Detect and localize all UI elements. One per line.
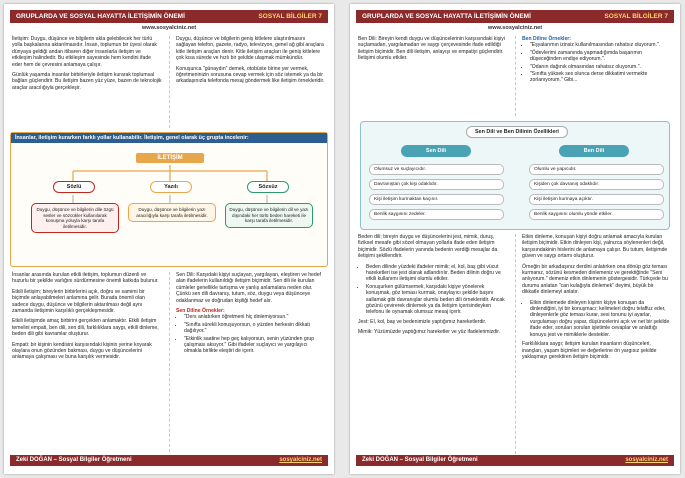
sen-dili-definition: Sen Dili: Karşıdaki kişiyi suçlayan, yargılayan, eleştiren ve hedef alan ifadelerin kullanıldığı iletişim biçimidir. Sen dili ile kurulan cümleler genellikle tartışma ve yanlış anlamalara neden olur. Çünkü sen dili davranış, tutum, söz, duygu veya düşünceye odaklanmaz ve doğrudan kişiliği hedef alır. [176,272,321,304]
sen-item: Kişi iletişim kurmaktan kaçınır. [369,194,504,205]
comparison-title: Sen Dili ve Ben Dilinin Özellikleri [466,126,568,138]
sen-item: Benlik saygısını zedeler. [369,209,504,220]
divider [515,36,516,116]
header-subject: SOSYAL BİLGİLER 7 [258,13,322,20]
jest-definition: Jest: El, kol, baş ve bedenimizle yaptığımız hareketlerdir. [358,318,487,325]
page-right [350,4,680,474]
type-sozsuz: Sözsüz [247,181,289,193]
lb-2: Etkili iletişimde amaç birbirini gerçekten anlamaktır. Etkili iletişim temelini empati, ben dili, sen dili, farklılıklara saygı, etkili dinleme, beden dili gibi kavramlar oluşturur. [12,318,159,338]
divider [169,272,170,452]
etkin-dinleme-list [522,300,672,338]
iletisim-tag: İLETİŞİM [136,153,204,163]
header-subject: SOSYAL BİLGİLER 7 [604,13,668,20]
comparison-box [360,121,670,230]
ben-examples-title: Ben Diline Örnekler: [522,36,571,42]
desc-sozlu: Duygu, düşünce ve bilgilerin dile özgü sesler ve sözcükler kullanılarak konuşma yoluyla karşı tarafa iletilmesidir. [31,203,119,233]
right-top-column [522,36,672,87]
footer-url[interactable]: sosyalciniz.net [279,457,322,463]
farkliliklara-saygi: Farklılıklara saygı; iletişim kurulan insanların düşünceleri, inançları, yaşam biçimleri ve değerlerine ön yargısız şekilde yaklaşmayı gerektiren iletişim biçimidir. [522,341,657,360]
list-item: • "Etkinlik saatine hep geç kalıyorsun, senin yüzünden grup çalışması aksıyor." Gibi ifadeler suçlayıcı ve yargılayıcı olmakla birlikte eleştiri de içerir. [184,336,326,355]
page-header [356,10,674,23]
sen-item: Davranıştan çok kişi odaklıdır. [369,179,504,190]
right-top-column [176,36,326,89]
lb-0: İnsanlar arasında kurulan etkili iletişim, toplumun düzenli ve huzurlu bir şekilde varlığını sürdürmesine önemli katkıda bulunur. [12,272,159,285]
footer-author: Zeki DOĞAN – Sosyal Bilgiler Öğretmeni [16,457,132,463]
sen-dili-label: Sen Dili [401,145,471,157]
site-url[interactable]: www.sosyalciniz.net [487,25,543,31]
sen-examples-title: Sen Diline Örnekler: [176,308,225,315]
beden-dili-list [358,264,508,316]
list-item: • Beden dilinde yüzdeki ifadeler mimik; el, kol, baş gibi vücut hareketleri ise jest olarak adlandırılır. Beden dilinin doğru ve etkili kullanımı iletişimi olumlu etkiler. [366,264,508,283]
left-bottom-column [358,234,508,340]
ben-examples-list [522,42,672,83]
iletisim-definition: İletişim: Duygu, düşünce ve bilgilerin akla gelebilecek her türlü yolla başkalarına aktarılmasıdır. İnsan, toplumun bir üyesi olarak dünyaya geldiği andan itibaren diğer insanlarla iletişim ve etkileşim halindedir. Bu etkileşim sayesinde hem kendini ifade eder hem de çevresini anlamaya çalışır. [12,36,157,68]
type-yazili: Yazılı [150,181,192,193]
desc-yazili: Duygu, düşünce ve bilgilerin yazı aracılığıyla karşı tarafa iletilmesidir. [128,203,216,222]
list-item: • Konuşurken gülümsemek, karşıdaki kişiye yönelerek konuşmak, göz teması kurmak, onaylayıcı şekilde başını sallamak gibi davranışlar olumlu beden dili örnekleridir. Ancak gözünü çevirerek dinlemek ya da iletişim içerisindeyken telefonu ile oynamak olumsuz mesaj içerir. [366,284,508,316]
page-left [4,4,334,474]
iletisim-examples: Konuşunca "günaydın" demek, otobüste birine yer vermek, öğretmeninizin sorusuna cevap vermek için söz istemek ya da bir arkadaşınızla telefonda mesaj göndermek like iletişim örnekleridir. [176,65,325,85]
ben-item: Olumlu ve yapıcıdır. [529,164,664,175]
box-caption: İnsanlar, iletişim kurarken farklı yollar kullanabilir. İletişim, genel olarak üç grupta incelenir: [11,133,327,143]
header-title: GRUPLARDA VE SOSYAL HAYATTA İLETİŞİMİN ÖNEMİ [362,13,531,20]
etkin-dinleme-example: Örneğin bir arkadaşınız derdini anlatırken ona dönüp göz teması kurmanız, sözünü kesmeden dinlemeniz ve gerektiğinde "Seni anlıyorum." demeniz etkin dinlemenin göstergesidir. Türkçede bu durumu anlatan "can kulağıyla dinlemek" deyimi, büyük bir dikkatle dinlemeyi anlatır. [522,263,668,296]
left-top-column [358,36,508,66]
type-sozlu: Sözlü [53,181,95,193]
mimik-definition: Mimik: Yüzümüzde yaptığımız hareketler ve yüz ifadelerimizdir. [358,329,501,336]
left-top-column [12,36,162,95]
ben-item: Kişiden çok davranış odaklıdır. [529,179,664,190]
site-url[interactable]: www.sosyalciniz.net [141,25,197,31]
list-item: • "Sınıfta sürekli konuşuyorsun, o yüzden herkesin dikkati dağılıyor." [184,322,326,335]
list-item: • "Odanın dağınık olmasından rahatsız oluyorum.". [530,64,672,70]
ben-dili-label: Ben Dili [559,145,629,157]
desc-sozsuz: Duygu, düşünce ve bilgilerin dil ve yazı dışındaki her türlü beden hareketi ile karşı tarafa iletilmesidir. [225,203,313,228]
right-bottom-column [522,234,672,364]
ben-dili-definition: Ben Dili: Bireyin kendi duygu ve düşüncelerinin karşısındaki kişiyi suçlamadan, yargılamadan ve saygı çerçevesinde ifade edildiği iletişim biçimidir. Ben dili iletişim, anlayışı ve empatiyi güçlendirir. İletişimi olumlu etkiler. [358,36,505,62]
footer-author: Zeki DOĞAN – Sosyal Bilgiler Öğretmeni [362,457,478,463]
beden-dili-intro: Beden dili; bireyin duygu ve düşüncelerini jest, mimik, duruş, fiziksel mesafe gibi sözel olmayan yollarla ifade eden iletişim biçimidir. Sözlü ifadelerin yanında bedenin verdiği mesajlar da iletişimi şekillendirir. [358,234,498,260]
header-title: GRUPLARDA VE SOSYAL HAYATTA İLETİŞİMİN ÖNEMİ [16,13,185,20]
list-item: • "Ders anlatırken öğretmeni hiç dinlemiyorsun." [184,314,326,320]
lb-3: Empati: bir kişinin kendisini karşısındaki kişinin yerine koyarak olaylara onun gözünden bakması, duygu ve düşüncelerini anlamaya çalışması ve buna karşılık vermesidir. [12,341,152,361]
list-item: • Etkin dinlemede dinleyen kişinin kişiye konuşan da dinlendiğini, iyi bir konuşmacı; kelimeleri doğru telaffuz eder, dinleyenlerle göz teması kurar, sesi tonunu iyi ayarlar, vurgulamayı doğru yapar, düşüncelerini açık ve net bir şekilde ifade eder, soruları sorulan işletimle cevaplar ve anlattığı konuyu jest ve mimiklerle destekler. [530,300,672,338]
list-item: • "Sınıfta yüksek ses olunca derse dikkatimi vermekte zorlanıyorum." Gibi... [530,71,672,84]
left-bottom-column [12,272,162,365]
list-item: • "Eşyalarımın izinsiz kullanılmasından rahatsız oluyorum.". [530,42,672,48]
ben-item: Benlik saygısını olumlu yönde etkiler. [529,209,664,220]
ben-item: Kişi iletişim kurmaya açıktır. [529,194,664,205]
iletisim-daily: Günlük yaşamda insanlar birbirleriyle iletişim kurarak toplumsal bağları güçlendirir. Bu iletişim bazen yüz yüze, bazen de teknolojik araçlar aracılığıyla gerçekleşir. [12,72,162,91]
footer-url[interactable]: sosyalciniz.net [625,457,668,463]
kitle-iletisim: Duygu, düşünce ve bilgilerin geniş kitlelere ulaştırılmasını sağlayan telefon, gazete, radyo, televizyon, genel ağ gibi araçlara kitle iletişim araçları denir. Kitle iletişim araçları ile geniş kitlelere çok kısa sürede ve hızlı bir şekilde ulaşmak mümkündür. [176,36,324,62]
list-item: • "Ödevlerimi zamanında yapmadığımda başarımın düşeceğinden endişe ediyorum.". [530,50,672,63]
divider [515,234,516,454]
page-header [10,10,328,23]
divider [169,36,170,128]
etkin-dinleme: Etkin dinleme, konuşan kişiyi doğru anlamak amacıyla kurulan iletişim biçimidir. Etkin dinleyen kişi, yalnızca söylenenleri değil, karşısındakinin hislerini de anlamaya çalışır. Bu tutum, iletişimde güven ve saygı ortamı oluşturur. [522,234,668,260]
page-footer [10,455,328,466]
sen-item: Olumsuz ve suçlayıcıdır. [369,164,504,175]
right-bottom-column [176,272,326,358]
sen-examples-list [176,314,326,354]
lb-1: Etkili iletişim; bireylerin birbirlerini açık, doğru ve samimi bir biçimde anlayabilmeleri anlamına gelir. Burada önemli olan sadece duygu, düşünce ve bilgilerin aktarılması değil aynı zamanda iletişimin karşılıklı gerçekleşmesidir. [12,288,145,315]
page-footer [356,455,674,466]
iletisim-types-box [10,132,328,267]
